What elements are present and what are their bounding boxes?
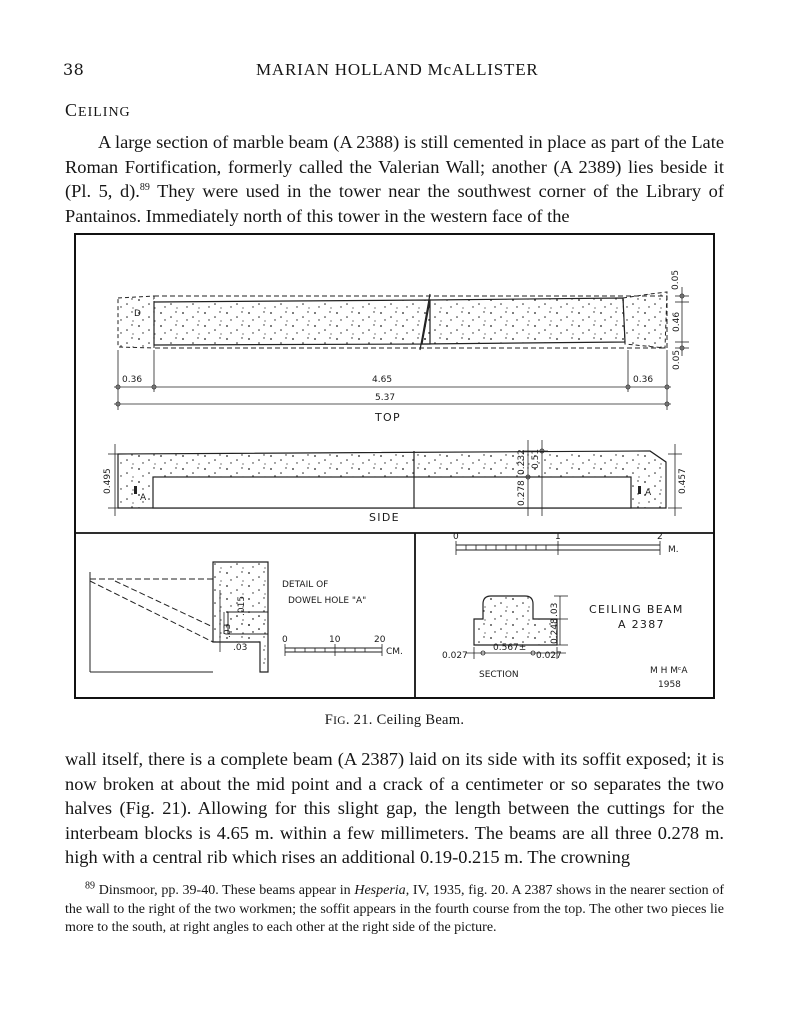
paragraph-2 bbox=[65, 747, 724, 870]
top-dim-width: 0.46 bbox=[672, 311, 682, 332]
detail-scale-10: 10 bbox=[329, 635, 341, 645]
side-dim-lower: 0.278 bbox=[517, 480, 527, 506]
figure-initials: M H MᶜA bbox=[650, 666, 688, 676]
detail-scale-unit: CM. bbox=[386, 647, 403, 657]
section-dim-height: 0.248 bbox=[550, 618, 560, 644]
footnote-journal: Hesperia bbox=[354, 883, 406, 898]
footnote: $^{89}$ Dinsmoor, pp. 39-40. These beams appear in Hesperia, IV, 1935, fig. 20. A 2387 shows in the nearer section of the wall to the right of the two workmen; the soffit appears in the fourth course from the top. The other two pieces lie more to the south, at right angles to each other at the right side of the picture. bbox=[65, 880, 724, 936]
section-dim-left-ledge: 0.027 bbox=[442, 651, 468, 661]
section-dim-right-ledge: 0.027 bbox=[536, 651, 562, 661]
ceiling-beam-figure bbox=[70, 232, 720, 702]
scale-tick-2: 2 bbox=[657, 532, 663, 542]
section-title bbox=[65, 100, 131, 121]
top-dim-between: 4.65 bbox=[372, 375, 393, 385]
side-dim-height-left: 0.495 bbox=[103, 468, 113, 494]
detail-dim-b: .03 bbox=[223, 623, 233, 638]
scale-tick-0: 0 bbox=[453, 532, 459, 542]
detail-dim-c: .03 bbox=[233, 643, 248, 653]
paragraph-1 bbox=[65, 130, 724, 228]
section-label: SECTION bbox=[479, 670, 519, 680]
figure-caption: FIG. 21. Ceiling Beam. bbox=[324, 712, 465, 728]
section-title-rest: EILING bbox=[78, 105, 131, 120]
top-dim-upper-offset: 0.05 bbox=[671, 269, 681, 290]
side-marker-left: A bbox=[140, 493, 147, 503]
section-title-initial: C bbox=[65, 100, 79, 120]
svg-text:D: D bbox=[134, 309, 141, 319]
paragraph-1-text-b: They were used in the tower near the southwest corner of the Library of Pantainos. Immediately north of this tower in the western face of the bbox=[65, 181, 724, 226]
dowel-hole-detail bbox=[90, 562, 403, 672]
figure-title-line2: A 2387 bbox=[618, 618, 665, 631]
section-dim-rib: .03 bbox=[550, 602, 560, 617]
top-view bbox=[114, 270, 689, 424]
paragraph-2-text: wall itself, there is a complete beam (A 2387) laid on its side with its soffit exposed; it is now broken at about the mid point and a crack of a centimeter or so separates the two halves (Fig. 21). Allowing for this slight gap, the length between the cuttings for the interbeam blocks is 4.65 m. within a few millimeters. The beams are all three 0.278 m. high with a central rib which rises an additional 0.19-0.215 m. The crowning bbox=[65, 749, 724, 868]
main-scale bbox=[453, 532, 679, 555]
figure-title-line1: CEILING BEAM bbox=[589, 603, 684, 616]
footnote-number: 89 bbox=[85, 880, 95, 892]
side-view bbox=[103, 440, 688, 524]
top-dim-right-end: 0.36 bbox=[633, 375, 654, 385]
paragraph-1-text-a: A large section of marble beam (A 2388) is still cemented in place as part of the Late Roman Fortification, formerly called the Valerian Wall; another (A 2389) lies beside it (Pl. 5, d). bbox=[65, 132, 724, 202]
footnote-ref: 89 bbox=[139, 182, 150, 194]
section-view bbox=[442, 596, 568, 680]
section-dim-base: 0.567± bbox=[493, 643, 527, 653]
top-dim-left-end: 0.36 bbox=[122, 375, 143, 385]
scale-unit: M. bbox=[668, 545, 679, 555]
side-view-label: SIDE bbox=[369, 511, 400, 524]
detail-title-line1: DETAIL OF bbox=[282, 580, 329, 590]
top-view-label: TOP bbox=[375, 411, 401, 424]
detail-dim-a: .015 bbox=[237, 595, 247, 616]
side-dim-rib-top: 0.232 bbox=[517, 449, 527, 475]
figure-year: 1958 bbox=[658, 680, 681, 690]
detail-title-line2: DOWEL HOLE "A" bbox=[288, 596, 367, 606]
top-dim-lower-offset: 0.05 bbox=[672, 349, 682, 370]
detail-scale-0: 0 bbox=[282, 635, 288, 645]
top-dim-overall: 5.37 bbox=[375, 393, 396, 403]
side-marker-right: A bbox=[645, 488, 652, 498]
detail-scale-20: 20 bbox=[374, 635, 386, 645]
scale-tick-1: 1 bbox=[555, 532, 561, 542]
side-dim-rib-total: 0.51 bbox=[531, 448, 541, 469]
page-number: 38 bbox=[63, 60, 85, 79]
running-head: MARIAN HOLLAND McALLISTER bbox=[256, 60, 539, 79]
side-dim-height-right: 0.457 bbox=[678, 468, 688, 494]
